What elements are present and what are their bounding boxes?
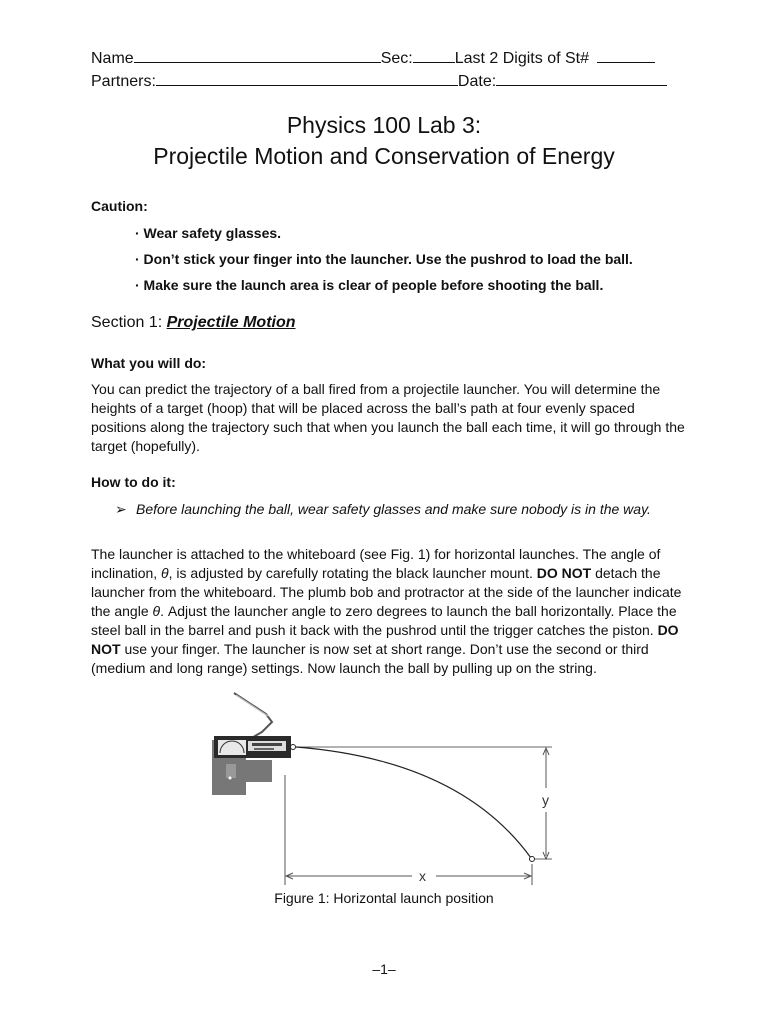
page-title-line-2: Projectile Motion and Conservation of Energy xyxy=(153,143,615,169)
launcher-mount-lower xyxy=(212,760,272,782)
name-label: Name xyxy=(91,50,134,67)
page-title-line-1: Physics 100 Lab 3: xyxy=(286,112,482,138)
ball-landing xyxy=(530,857,535,862)
digits-label: Last 2 Digits of St# xyxy=(454,50,589,67)
mount-pivot xyxy=(229,777,232,780)
do-not-emphasis: DO NOT xyxy=(91,622,679,657)
theta-symbol: θ xyxy=(152,603,161,619)
paragraph-text: , is adjusted by carefully rotating the black launcher mount. xyxy=(168,565,537,581)
section-title: Projectile Motion xyxy=(166,314,296,331)
paragraph-text: detach the launcher from the whiteboard. The plumb bob and protractor at the side of the launcher indicate the angle xyxy=(91,565,682,619)
y-label: y xyxy=(542,792,549,808)
partners-label: Partners: xyxy=(91,73,156,90)
how-heading: How to do it: xyxy=(91,474,176,490)
sec-label: Sec: xyxy=(380,50,413,67)
section-prefix: Section 1: xyxy=(91,314,167,331)
trajectory-curve xyxy=(296,747,531,858)
piston xyxy=(252,743,282,746)
date-label: Date: xyxy=(457,73,497,90)
arrow-bullet-icon: ➢ xyxy=(115,501,127,517)
caution-heading: Caution: xyxy=(91,198,148,214)
caution-item: · Make sure the launch area is clear of people before shooting the ball. xyxy=(135,277,604,293)
page-number: –1– xyxy=(372,961,396,977)
string-highlight xyxy=(236,695,268,716)
x-label: x xyxy=(419,868,426,884)
figure-caption: Figure 1: Horizontal launch position xyxy=(274,890,494,906)
what-heading: What you will do: xyxy=(91,355,207,371)
ball-start xyxy=(291,745,296,750)
theta-symbol: θ xyxy=(161,565,169,581)
arrow-bullet-text: Before launching the ball, wear safety glasses and make sure nobody is in the way. xyxy=(136,501,651,517)
paragraph-text: . Adjust the launcher angle to zero degrees to launch the ball horizontally. Place the steel ball in the barrel and push it back with the pushrod until the trigger catches the piston. xyxy=(91,603,677,638)
do-not-emphasis: DO NOT xyxy=(536,565,592,581)
range-marks xyxy=(254,748,274,750)
protractor xyxy=(218,740,246,755)
paragraph-text: use your finger. The launcher is now set at short range. Don’t use the second or third (medium and long range) settings. Now launch the ball by pulling up on the string. xyxy=(91,641,649,676)
caution-item: · Don’t stick your finger into the launcher. Use the pushrod to load the ball. xyxy=(135,251,633,267)
caution-item: · Wear safety glasses. xyxy=(135,225,282,241)
what-paragraph: You can predict the trajectory of a ball fired from a projectile launcher. You will determine the heights of a target (hoop) that will be placed across the ball’s path at four evenly spaced positions along the trajectory such that when you launch the ball each time, it will go through the target (hopefully). xyxy=(91,381,685,454)
paragraph-text: The launcher is attached to the whiteboard (see Fig. 1) for horizontal launches. The angle of inclination, xyxy=(91,546,661,581)
launch-string xyxy=(234,693,272,740)
mount-detail xyxy=(226,764,236,778)
